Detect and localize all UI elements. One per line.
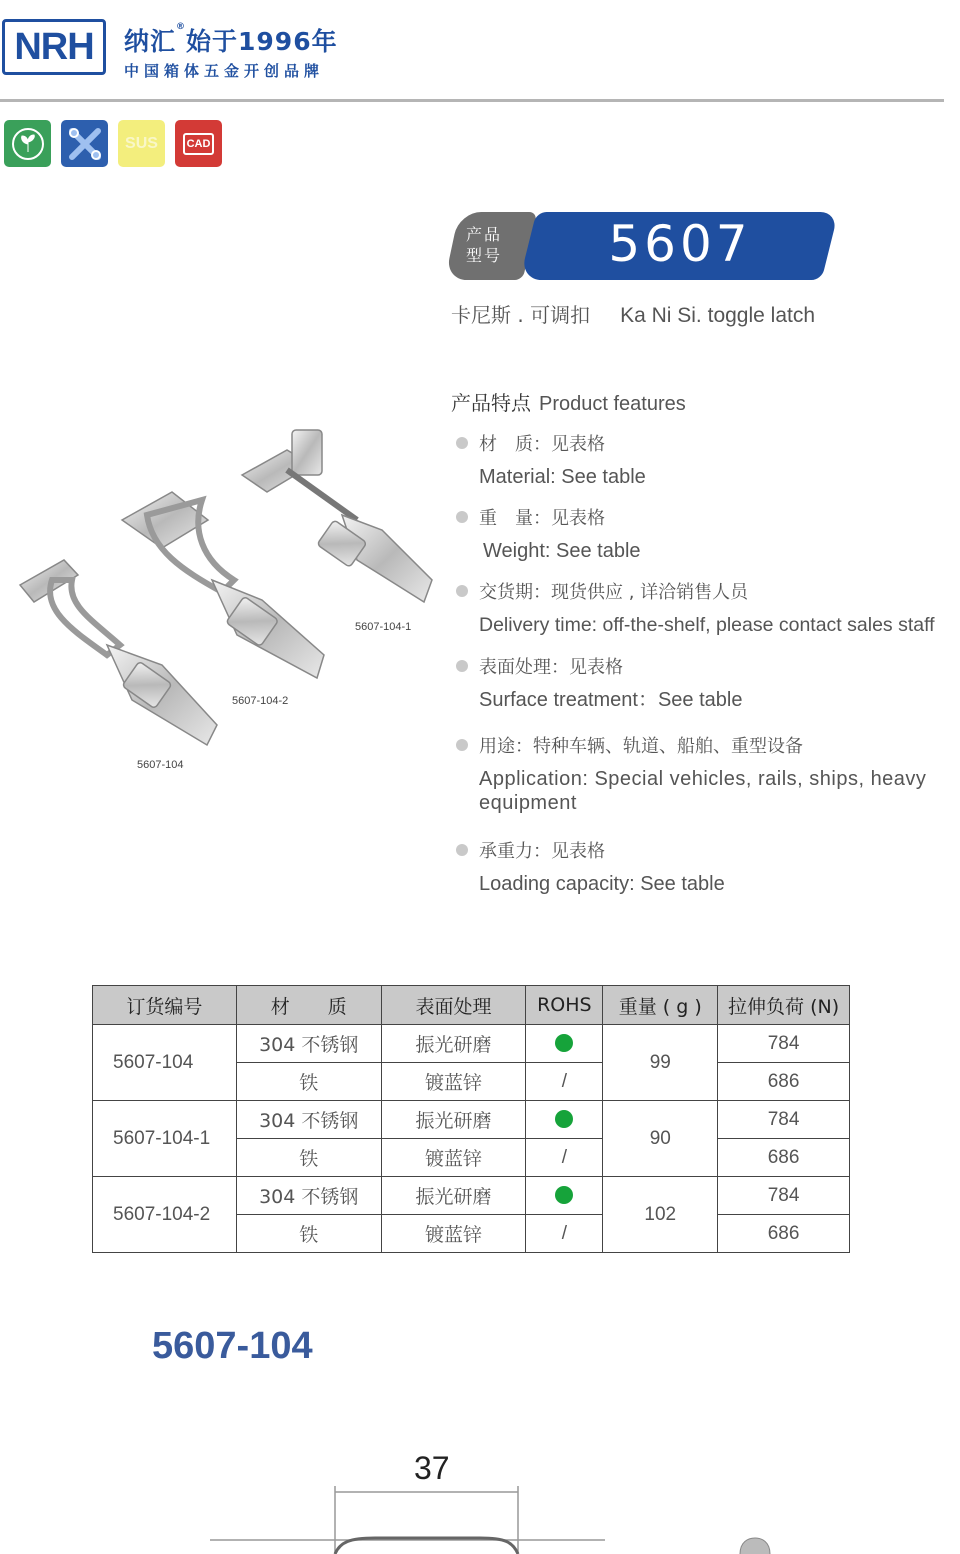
features-title: [451, 387, 686, 416]
order-code: 5607-104-1: [93, 1101, 237, 1177]
image-label-5607-104: 5607-104: [137, 759, 184, 771]
brand-logo: [2, 19, 106, 75]
product-name: [451, 299, 815, 328]
image-label-5607-104-2: 5607-104-2: [232, 695, 289, 707]
header-weight: 重量 ( g ): [603, 986, 718, 1025]
rohs-cell: /: [526, 1139, 603, 1177]
table-row: [93, 1177, 850, 1215]
header-divider: [0, 99, 944, 102]
brand-block: [124, 22, 338, 81]
surface-cell: 振光研磨: [381, 1177, 526, 1215]
rohs-compliant-icon: [555, 1034, 573, 1052]
feature-material: [456, 430, 951, 489]
feature-en: Weight: See table: [483, 540, 641, 562]
header-load: 拉伸负荷 (N): [718, 986, 850, 1025]
surface-cell: 镀蓝锌: [381, 1215, 526, 1253]
product-photo: [12, 420, 442, 780]
material-cell: 铁: [236, 1063, 381, 1101]
feature-zh: 承重力：见表格: [456, 837, 951, 863]
material-cell: 304 不锈钢: [236, 1177, 381, 1215]
table-row: [93, 1101, 850, 1139]
feature-en: Material: See table: [479, 466, 646, 488]
feature-zh: 交货期：现货供应 , 详洽销售人员: [456, 578, 946, 604]
weight-cell: 99: [603, 1025, 718, 1101]
weight-cell: 102: [603, 1177, 718, 1253]
feature-zh: 材 质：见表格: [456, 430, 951, 456]
logo-text: NRH: [14, 25, 94, 68]
rohs-cell: [526, 1101, 603, 1139]
surface-cell: 镀蓝锌: [381, 1139, 526, 1177]
feature-zh: 用途：特种车辆、轨道、船舶、重型设备: [456, 732, 951, 758]
cad-badge-icon: [175, 120, 222, 167]
dimension-label: 37: [414, 1450, 450, 1486]
feature-en: Delivery time: off-the-shelf, please contact sales staff: [479, 614, 935, 636]
header-surface: 表面处理: [381, 986, 526, 1025]
eco-badge-icon: [4, 120, 51, 167]
feature-loading: [456, 837, 951, 896]
sus-label: SUS: [125, 134, 158, 152]
model-tag-line1: 产品: [466, 225, 503, 244]
load-cell: 686: [718, 1139, 850, 1177]
feature-en: Application: Special vehicles, rails, ships, heavy equipment: [479, 768, 927, 814]
material-cell: 铁: [236, 1215, 381, 1253]
surface-cell: 振光研磨: [381, 1025, 526, 1063]
technical-drawing: [200, 1480, 780, 1554]
feature-en: Surface treatment：See table: [479, 689, 743, 711]
rohs-cell: [526, 1177, 603, 1215]
load-cell: 686: [718, 1215, 850, 1253]
feature-surface: [456, 653, 951, 712]
brand-subtitle: 中国箱体五金开创品牌: [124, 62, 325, 80]
product-name-en: Ka Ni Si. toggle latch: [620, 304, 816, 327]
features-title-en: Product features: [539, 393, 686, 415]
image-label-5607-104-1: 5607-104-1: [355, 621, 412, 633]
product-name-zh: 卡尼斯 . 可调扣: [451, 303, 591, 327]
feature-delivery: [456, 578, 946, 637]
model-number: 5607: [608, 215, 752, 273]
header-material: 材 质: [236, 986, 381, 1025]
surface-cell: 镀蓝锌: [381, 1063, 526, 1101]
features-title-zh: 产品特点: [451, 391, 531, 415]
surface-cell: 振光研磨: [381, 1101, 526, 1139]
load-cell: 686: [718, 1063, 850, 1101]
rohs-cell: [526, 1025, 603, 1063]
registered-mark: ®: [176, 22, 187, 32]
feature-weight: [456, 504, 951, 563]
brand-since: 始于1996年: [186, 27, 338, 56]
brand-name: [124, 22, 338, 58]
rohs-compliant-icon: [555, 1186, 573, 1204]
feature-en: Loading capacity: See table: [479, 873, 725, 895]
feature-zh: 表面处理：见表格: [456, 653, 951, 679]
feature-application: [456, 732, 951, 815]
load-cell: 784: [718, 1101, 850, 1139]
table-header-row: [93, 986, 850, 1025]
sus-badge: [118, 120, 165, 167]
material-cell: 304 不锈钢: [236, 1101, 381, 1139]
brand-name-text: 纳汇: [124, 27, 177, 56]
rohs-cell: /: [526, 1063, 603, 1101]
material-cell: 304 不锈钢: [236, 1025, 381, 1063]
rohs-compliant-icon: [555, 1110, 573, 1128]
weight-cell: 90: [603, 1101, 718, 1177]
tools-badge-icon: [61, 120, 108, 167]
model-tag-label: [466, 224, 512, 266]
order-code: 5607-104: [93, 1025, 237, 1101]
order-code: 5607-104-2: [93, 1177, 237, 1253]
header-rohs: ROHS: [526, 986, 603, 1025]
load-cell: 784: [718, 1177, 850, 1215]
model-tag-line2: 型号: [466, 246, 503, 265]
header-order-code: 订货编号: [93, 986, 237, 1025]
material-cell: 铁: [236, 1139, 381, 1177]
feature-zh: 重 量：见表格: [456, 504, 951, 530]
badge-row: [4, 120, 222, 167]
sub-model-title: 5607-104: [152, 1325, 313, 1367]
spec-table: [92, 985, 850, 1253]
load-cell: 784: [718, 1025, 850, 1063]
table-row: [93, 1025, 850, 1063]
rohs-cell: /: [526, 1215, 603, 1253]
cad-label: CAD: [183, 133, 215, 155]
